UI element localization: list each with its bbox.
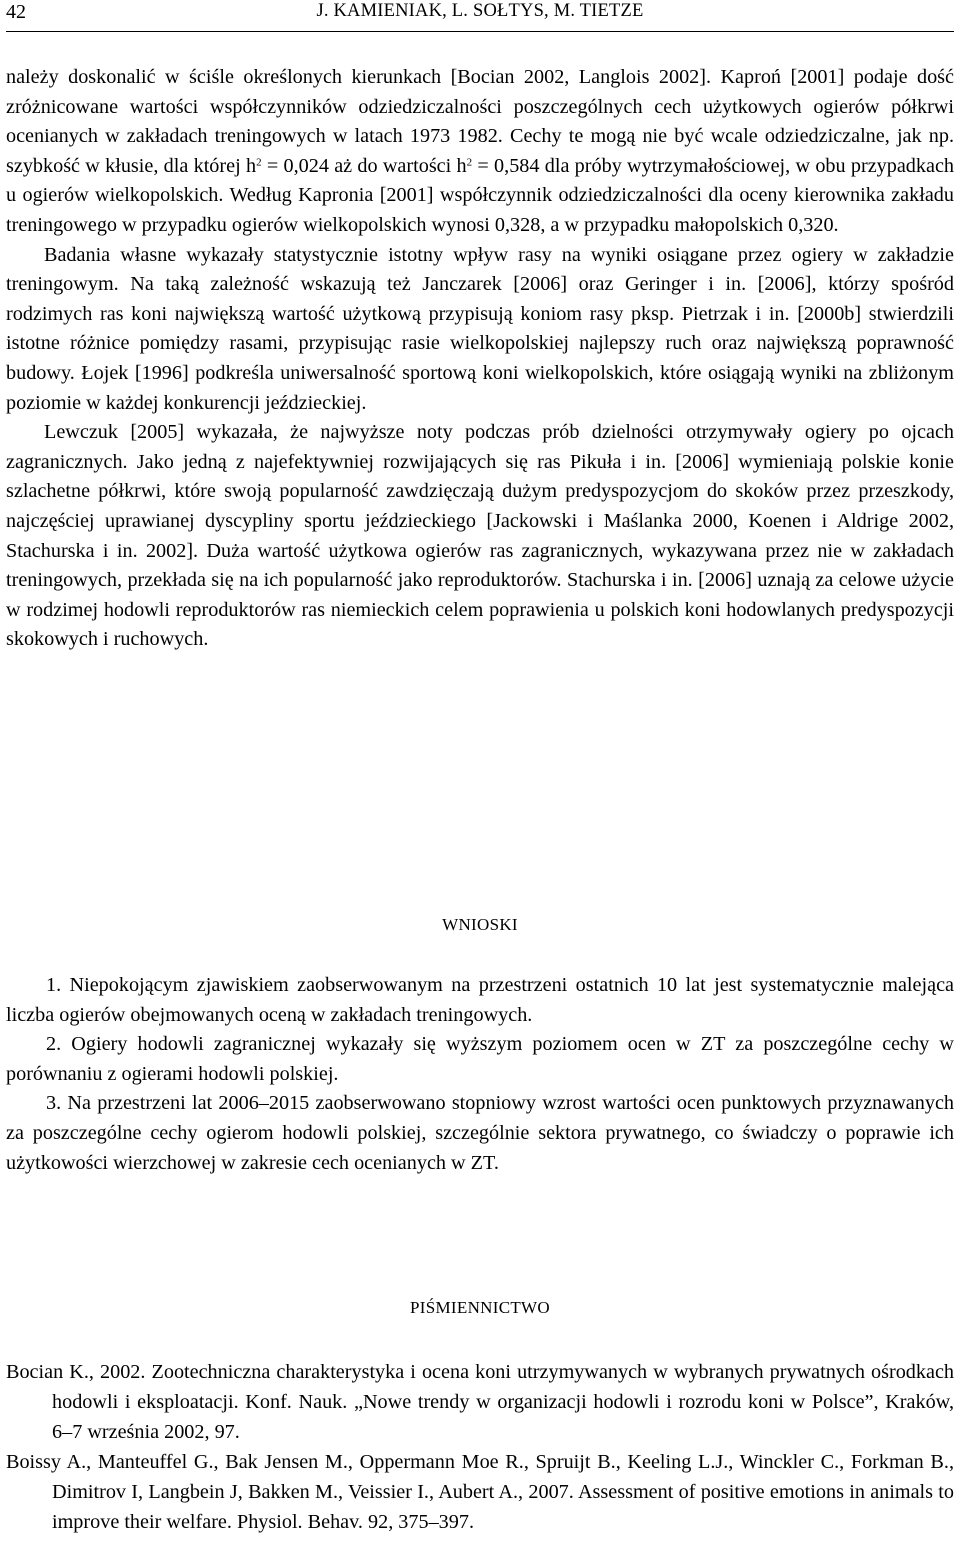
superscript-2: 2 [256,156,262,169]
conclusion-item: 3. Na przestrzeni lat 2006–2015 zaobserwowano stopniowy wzrost wartości ocen punktowych przyznawanych za poszczególne cechy ogierom hodowli polskiej, szczególnie sektora prywatnego, co świadczy o poprawie ich użytkowości wierzchowej w zakresie cech ocenianych w ZT. [6,1092,954,1174]
paragraph-3: Lewczuk [2005] wykazała, że najwyższe noty podczas prób dzielności otrzymywały ogiery po ojcach zagranicznych. Jako jedną z najefektywniej rozwijających się ras Pikuła i in. [2006] wymieniają polskie konie szlachetne półkrwi, które swoją popularność zawdzięczają dużym predyspozycjom do skoków przez przeszkody, najczęściej uprawianej dyscypliny sportu jeździeckiego [Jackowski i Maślanka 2000, Koenen i Aldrige 2002, Stachurska i in. 2002]. Duża wartość użytkowa ogierów ras zagranicznych, wykazywana przez nie w zakładach treningowych, przekłada się na ich popularność jako reproduktorów. Stachurska i in. [2006] uznają za celowe użycie w rodzimej hodowli reproduktorów ras niemieckich celem poprawienia u polskich koni hodowlanych predyspozycji skokowych i ruchowych. [6,421,954,651]
running-title: J. KAMIENIAK, L. SOŁTYS, M. TIETZE [316,1,644,21]
conclusions-list [6,971,954,1178]
reference-item: Boissy A., Manteuffel G., Bak Jensen M., Oppermann Moe R., Spruijt B., Keeling L.J., Winckler C., Forkman B., Dimitrov I, Langbein J, Bakken M., Veissier I., Aubert A., 2007. Assessment of positive emotions in animals to improve their welfare. Physiol. Behav. 92, 375–397. [6,1451,954,1533]
page-number: 42 [6,1,26,23]
references-list [6,1357,954,1537]
conclusion-item: 2. Ogiery hodowli zagranicznej wykazały się wyższym poziomem ocen w ZT za poszczególne cechy w porównaniu z ogierami hodowli polskiej. [6,1033,954,1085]
header-rule [6,31,954,32]
paragraph-1-part-a: należy doskonalić w ściśle określonych kierunkach [Bocian 2002, Langlois 2002]. Kaproń [2001] podaje dość zróżnicowane wartości współczynników odziedziczalności poszczególnych cech użytkowych ogierów półkrwi ocenianych w zakładach treningowych w latach 1973 1982. Cechy te mogą nie być wcale odziedziczalne, jak np. szybkość w kłusie, dla której h [6,66,954,177]
paragraph-1 [6,63,954,241]
paragraph-2: Badania własne wykazały statystycznie istotny wpływ rasy na wyniki osiągane przez ogiery w zakładzie treningowym. Na taką zależność wskazują też Janczarek [2006] oraz Geringer i in. [2006], którzy spośród rodzimych ras koni największą wartość użytkową przypisują koniom rasy pksp. Pietrzak i in. [2000b] stwierdzili istotne różnice pomiędzy rasami, przypisując rasie wielkopolskiej najlepszy ruch oraz największą poprawność budowy. Łojek [1996] podkreśla uniwersalność sportową koni wielkopolskich, które osiągają wyniki na zbliżonym poziomie w każdej konkurencji jeździeckiej. [6,243,954,414]
paragraph-1-part-b: = 0,024 aż do wartości h [261,154,467,177]
superscript-2: 2 [466,156,473,169]
reference-item: Bocian K., 2002. Zootechniczna charakterystyka i ocena koni utrzymywanych w wybranych prywatnych ośrodkach hodowli i eksploatacji. Konf. Nauk. „Nowe trendy w organizacji hodowli i rozrodu koni w Polsce”, Kraków, 6–7 września 2002, 97. [6,1361,954,1443]
references-heading: PIŚMIENNICTWO [410,1298,550,1317]
conclusions-heading: WNIOSKI [442,915,518,934]
conclusion-item: 1. Niepokojącym zjawiskiem zaobserwowanym na przestrzeni ostatnich 10 lat jest systematycznie malejąca liczba ogierów obejmowanych oceną w zakładach treningowych. [6,974,954,1026]
running-header [6,0,954,32]
paragraph-1-part-c: = 0,584 dla próby wytrzymałościowej, w obu przypadkach u ogierów wielkopolskich. Według Kapronia [2001] współczynnik odziedziczalności dla oceny kierownika zakładu treningowego w przypadku ogierów wielkopolskich wynosi 0,328, a w przypadku małopolskich 0,320. [6,154,954,236]
body-text [6,63,954,655]
